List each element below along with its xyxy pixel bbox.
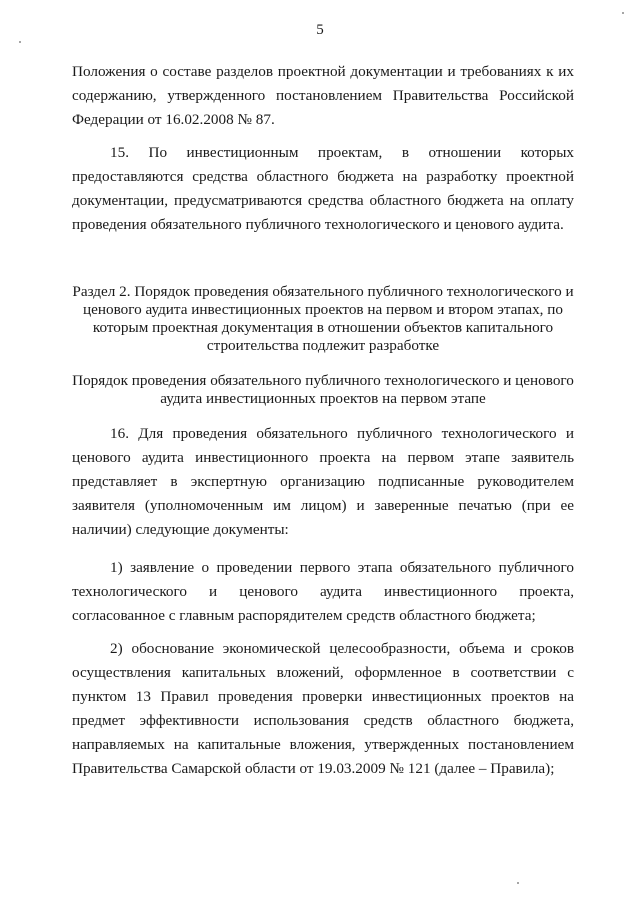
subsection-heading-block [72,372,574,408]
item-15-block [72,141,574,237]
item-16-paragraph: 16. Для проведения обязательного публичного технологического и ценового аудита инвестиционного проекта на первом этапе заявитель представляет в экспертную организацию подписанные руководителем заявителя (уполномоченным им лицом) и заверенные печатью (при ее наличии) следующие документы: [72,425,574,538]
subitem-2-paragraph: 2) обоснование экономической целесообразности, объема и сроков осуществления капитальных вложений, оформленное в соответствии с пунктом 13 Правил проведения проверки инвестиционных проектов на предмет эффективности использования средств областного бюджета, направляемых на капитальные вложения, утвержденных постановлением Правительства Самарской области от 19.03.2009 № 121 (далее – Правила); [72,640,574,777]
item-15-paragraph: 15. По инвестиционным проектам, в отношении которых предоставляются средства областного бюджета на разработку проектной документации, предусматриваются средства областного бюджета на оплату проведения обязательного публичного технологического и ценового аудита. [72,144,574,233]
subitem-1-block [72,556,574,628]
scan-artifact [19,41,21,43]
section-heading-block [72,283,574,355]
subitem-2-block [72,637,574,781]
item-16-block [72,422,574,542]
subitem-1-paragraph: 1) заявление о проведении первого этапа обязательного публичного технологического и ценового аудита инвестиционного проекта, согласованное с главным распорядителем средств областного бюджета; [72,559,574,624]
subsection-heading: Порядок проведения обязательного публичного технологического и ценового аудита инвестиционных проектов на первом этапе [72,372,574,407]
continuation-block [72,60,574,132]
scan-artifact [517,882,519,884]
section-heading: Раздел 2. Порядок проведения обязательного публичного технологического и ценового аудита инвестиционных проектов на первом и втором этапах, по которым проектная документация в отношении объектов капитального строительства подлежит разработке [72,283,574,354]
scan-artifact [622,12,624,14]
continuation-paragraph: Положения о составе разделов проектной документации и требованиях к их содержанию, утвержденного постановлением Правительства Российской Федерации от 16.02.2008 № 87. [72,63,574,128]
page-number: 5 [316,22,324,38]
